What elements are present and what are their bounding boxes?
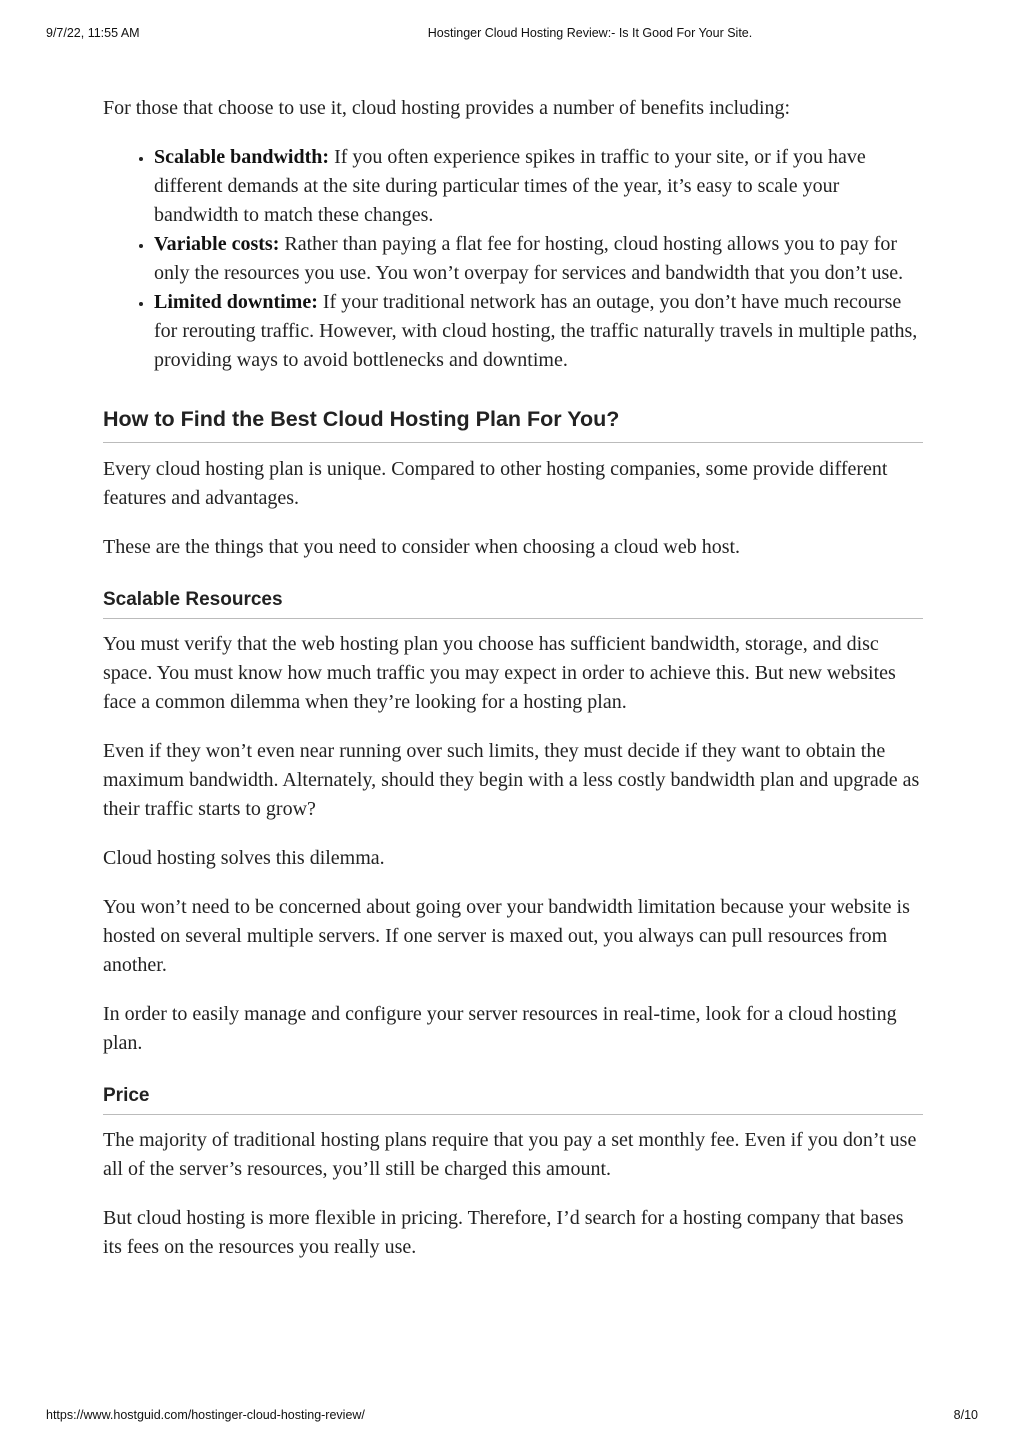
subheading-scalable-resources: Scalable Resources xyxy=(103,588,923,619)
paragraph: Even if they won’t even near running over such limits, they must decide if they want to obtain the maximum bandwidth. Alternately, should they begin with a less costly bandwidth plan and upgrade as their traffic starts to grow? xyxy=(103,740,920,820)
page-url: https://www.hostguid.com/hostinger-cloud-hosting-review/ xyxy=(46,1408,365,1422)
paragraph: In order to easily manage and configure your server resources in real-time, look for a cloud hosting plan. xyxy=(103,1003,897,1054)
list-item xyxy=(154,288,923,375)
benefit-text: If your traditional network has an outage, you don’t have much recourse for rerouting traffic. However, with cloud hosting, the traffic naturally travels in multiple paths, providing ways to avoid bottlenecks and downtime. xyxy=(154,291,918,371)
paragraph: These are the things that you need to consider when choosing a cloud web host. xyxy=(103,536,741,558)
benefit-text: Rather than paying a flat fee for hosting, cloud hosting allows you to pay for only the resources you use. You won’t overpay for services and bandwidth that you don’t use. xyxy=(154,233,904,284)
paragraph: You won’t need to be concerned about going over your bandwidth limitation because your website is hosted on several multiple servers. If one server is maxed out, you always can pull resources from another. xyxy=(103,896,910,976)
list-item xyxy=(154,230,923,288)
benefit-text: If you often experience spikes in traffic to your site, or if you have different demands at the site during particular times of the year, it’s easy to scale your bandwidth to match these changes. xyxy=(154,146,866,226)
paragraph: Cloud hosting solves this dilemma. xyxy=(103,847,385,869)
section-heading: How to Find the Best Cloud Hosting Plan For You? xyxy=(103,405,923,443)
print-datetime: 9/7/22, 11:55 AM xyxy=(46,26,140,40)
paragraph: But cloud hosting is more flexible in pricing. Therefore, I’d search for a hosting company that bases its fees on the resources you really use. xyxy=(103,1207,904,1258)
intro-paragraph: For those that choose to use it, cloud hosting provides a number of benefits including: xyxy=(103,97,791,119)
benefits-list xyxy=(103,143,923,375)
paragraph: The majority of traditional hosting plans require that you pay a set monthly fee. Even if you don’t use all of the server’s resources, you’ll still be charged this amount. xyxy=(103,1129,917,1180)
article-body xyxy=(103,94,923,1282)
paragraph: Every cloud hosting plan is unique. Compared to other hosting companies, some provide different features and advantages. xyxy=(103,458,888,509)
subheading-price: Price xyxy=(103,1084,923,1115)
print-page-title: Hostinger Cloud Hosting Review:- Is It Good For Your Site. xyxy=(427,26,753,40)
list-item xyxy=(154,143,923,230)
paragraph: You must verify that the web hosting plan you choose has sufficient bandwidth, storage, and disc space. You must know how much traffic you may expect in order to achieve this. But new websites face a common dilemma when they’re looking for a hosting plan. xyxy=(103,633,896,713)
benefit-term: Scalable bandwidth: xyxy=(154,146,330,168)
benefit-term: Variable costs: xyxy=(154,233,280,255)
page-number: 8/10 xyxy=(953,1408,978,1422)
benefit-term: Limited downtime: xyxy=(154,291,318,313)
